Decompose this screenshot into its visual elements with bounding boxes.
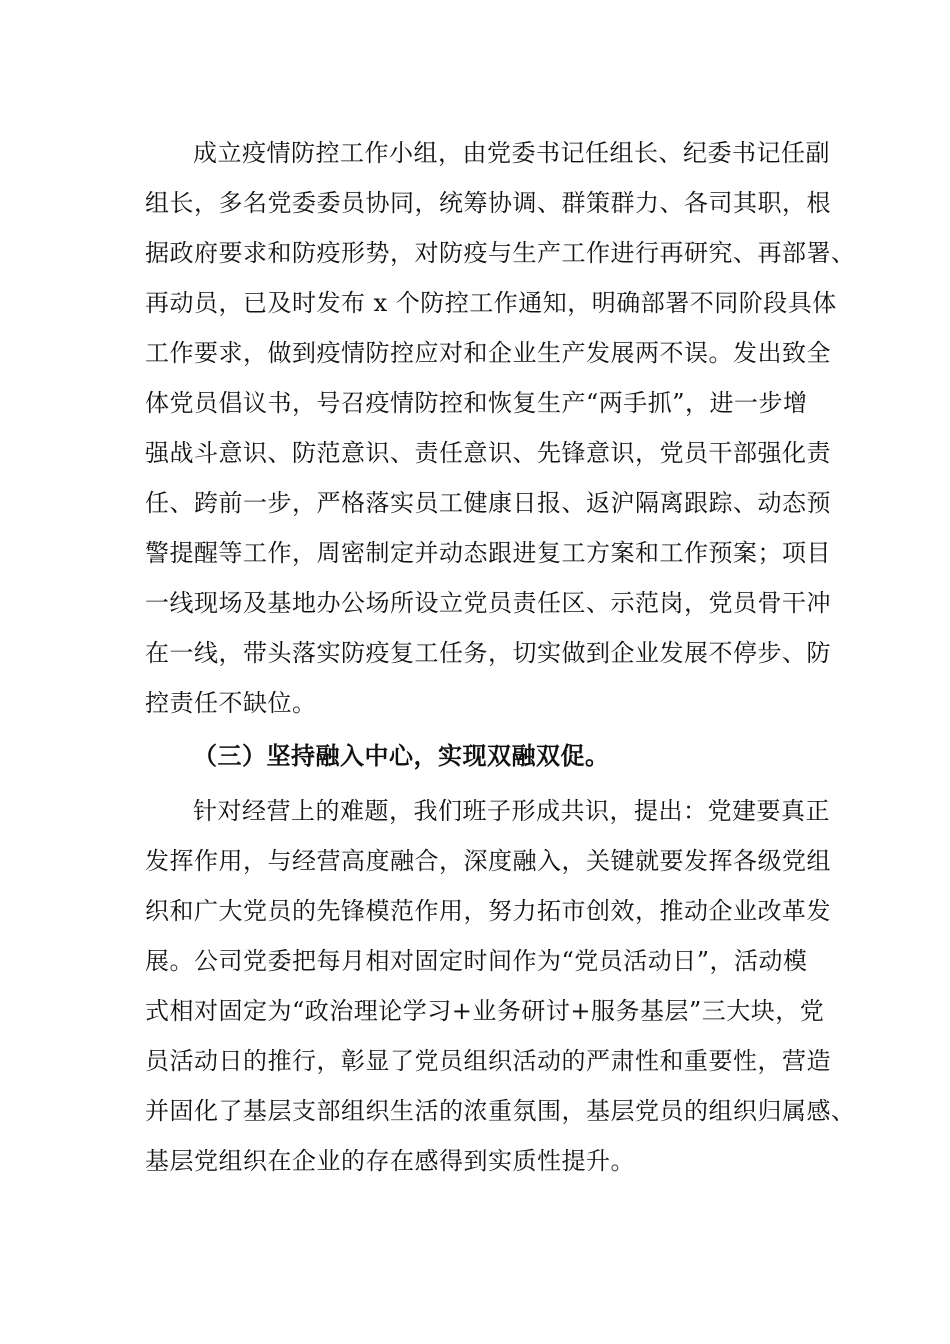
- paragraph-line: 任、跨前一步，严格落实员工健康日报、返沪隔离跟踪、动态预: [145, 489, 831, 517]
- paragraph-line: 据政府要求和防疫形势，对防疫与生产工作进行再研究、再部署、: [145, 239, 856, 267]
- section-heading: （三）坚持融入中心，实现双融双促。: [193, 741, 610, 770]
- paragraph-line: 工作要求，做到疫情防控应对和企业生产发展两不误。发出致全: [145, 339, 831, 367]
- paragraph-line: 一线现场及基地办公场所设立党员责任区、示范岗，党员骨干冲: [145, 589, 831, 617]
- paragraph-line: 织和广大党员的先锋模范作用，努力拓市创效，推动企业改革发: [145, 897, 831, 925]
- paragraph-line: 发挥作用，与经营高度融合，深度融入，关键就要发挥各级党组: [145, 847, 831, 875]
- paragraph-line: 基层党组织在企业的存在感得到实质性提升。: [145, 1147, 635, 1175]
- paragraph-line: 并固化了基层支部组织生活的浓重氛围，基层党员的组织归属感、: [145, 1097, 856, 1125]
- paragraph-line: 员活动日的推行，彰显了党员组织活动的严肃性和重要性，营造: [145, 1047, 831, 1075]
- paragraph-line: 式相对固定为“政治理论学习+业务研讨+服务基层”三大块，党: [145, 997, 825, 1025]
- paragraph-line: 体党员倡议书，号召疫情防控和恢复生产“两手抓”，进一步增: [145, 389, 808, 417]
- paragraph-line: 针对经营上的难题，我们班子形成共识，提出：党建要真正: [193, 797, 830, 825]
- paragraph-line: 在一线，带头落实防疫复工任务，切实做到企业发展不停步、防: [145, 639, 831, 667]
- paragraph-line: 再动员，已及时发布 x 个防控工作通知，明确部署不同阶段具体: [145, 289, 837, 317]
- paragraph-line: 成立疫情防控工作小组，由党委书记任组长、纪委书记任副: [193, 139, 830, 167]
- paragraph-line: 展。公司党委把每月相对固定时间作为“党员活动日”，活动模: [145, 947, 808, 975]
- paragraph-line: 控责任不缺位。: [145, 689, 317, 717]
- paragraph-line: 强战斗意识、防范意识、责任意识、先锋意识，党员干部强化责: [145, 439, 831, 467]
- paragraph-line: 组长，多名党委委员协同，统筹协调、群策群力、各司其职，根: [145, 189, 831, 217]
- paragraph-line: 警提醒等工作，周密制定并动态跟进复工方案和工作预案；项目: [145, 539, 831, 567]
